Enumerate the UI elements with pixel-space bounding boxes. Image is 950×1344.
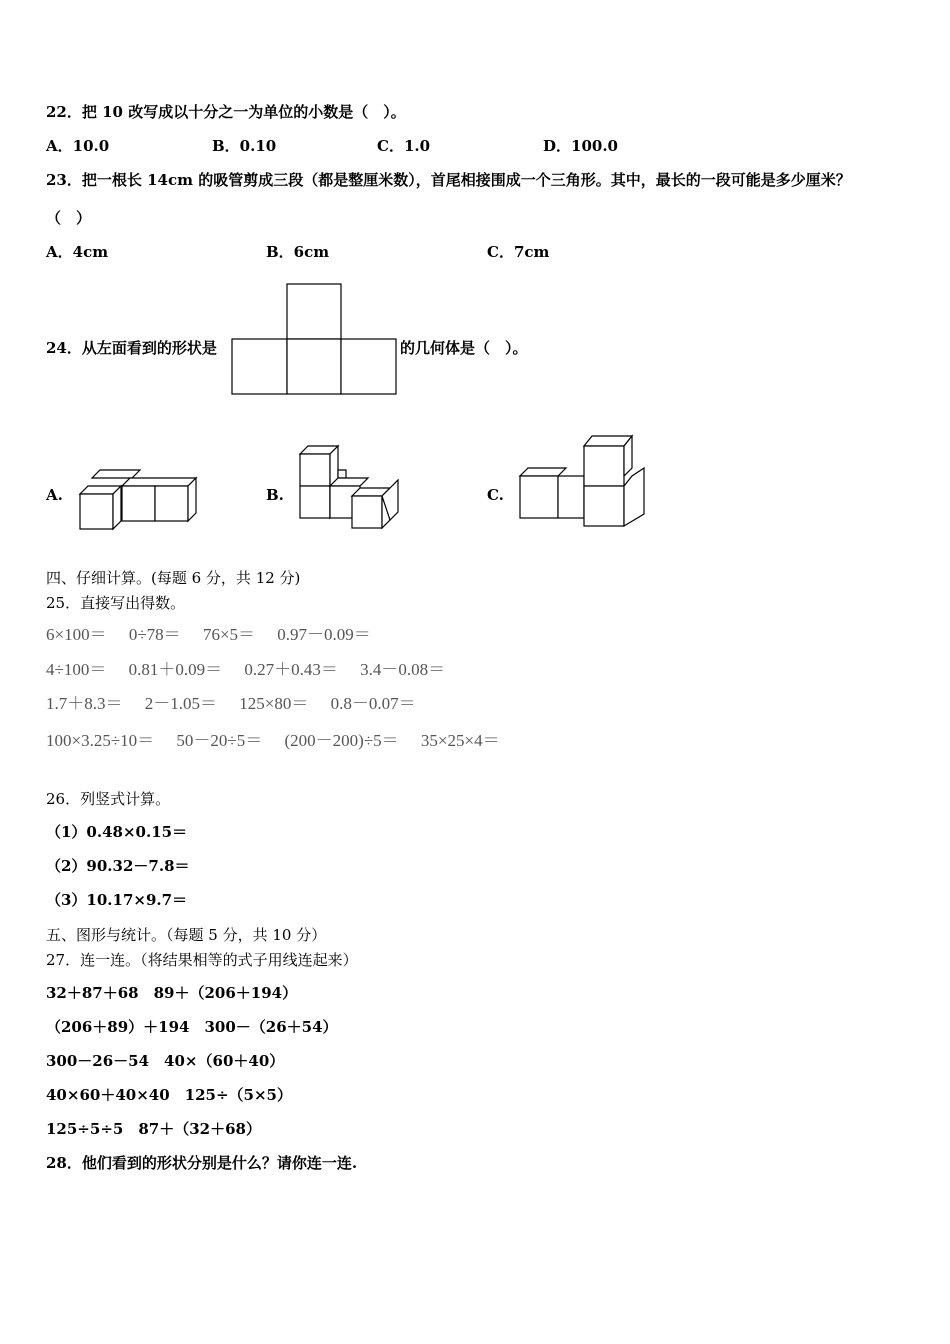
q27-row-5: 125÷5÷5 87＋（32＋68） <box>46 1120 261 1138</box>
q23-stem: 23．把一根长 14cm 的吸管剪成三段（都是整厘米数），首尾相接围成一个三角形。其中，最长的一段可能是多少厘米？ <box>46 171 851 189</box>
q25-item: 1.7＋8.3＝ <box>46 694 123 713</box>
q24-stem-after: 的几何体是（ ）。 <box>400 339 528 357</box>
q26-item-1: （1）0.48×0.15＝ <box>46 823 188 841</box>
q22-option-b[interactable]: B．0.10 <box>212 137 277 155</box>
q25-row <box>46 693 434 715</box>
q25-item: 6×100＝ <box>46 625 107 644</box>
q24-option-b[interactable]: B. <box>266 486 284 504</box>
q25-item: 100×3.25÷10＝ <box>46 731 155 750</box>
q22-option-c[interactable]: C．1.0 <box>377 137 431 155</box>
q25-row <box>46 659 463 681</box>
q25-item: 35×25×4＝ <box>420 731 500 750</box>
section4-title: 四、仔细计算。(每题 6 分，共 12 分) <box>46 569 301 587</box>
q27-row-2: （206＋89）＋194 300－（26＋54） <box>46 1018 338 1036</box>
q23-blank: （ ） <box>46 209 92 227</box>
q25-item: 0÷78＝ <box>128 625 181 644</box>
q25-row <box>46 624 389 646</box>
q26-stem: 26．列竖式计算。 <box>46 790 171 808</box>
q25-item: 2－1.05＝ <box>144 694 217 713</box>
q22-option-a[interactable]: A．10.0 <box>46 137 110 155</box>
q25-item: 0.97－0.09＝ <box>277 625 371 644</box>
q25-item: 125×80＝ <box>239 694 309 713</box>
option-c-cubes-figure <box>518 434 650 532</box>
q27-stem: 27．连一连。（将结果相等的式子用线连起来） <box>46 951 358 969</box>
q25-item: 3.4－0.08＝ <box>360 660 446 679</box>
q25-row <box>46 730 518 752</box>
q25-item: 0.27＋0.43＝ <box>244 660 338 679</box>
q22-stem: 22．把 10 改写成以十分之一为单位的小数是（ ）。 <box>46 103 406 121</box>
q23-option-b[interactable]: B．6cm <box>266 243 330 261</box>
q23-option-a[interactable]: A．4cm <box>46 243 109 261</box>
option-a-cubes-figure <box>78 468 200 532</box>
q25-item: (200－200)÷5＝ <box>284 731 399 750</box>
left-view-figure <box>230 282 400 396</box>
q27-row-1: 32＋87＋68 89＋（206＋194） <box>46 984 298 1002</box>
q27-row-4: 40×60＋40×40 125÷（5×5） <box>46 1086 292 1104</box>
q23-option-c[interactable]: C．7cm <box>487 243 550 261</box>
q25-item: 50－20÷5＝ <box>176 731 263 750</box>
q24-option-a[interactable]: A. <box>46 486 63 504</box>
q25-stem: 25．直接写出得数。 <box>46 594 186 612</box>
q25-item: 0.8－0.07＝ <box>330 694 416 713</box>
q26-item-2: （2）90.32－7.8＝ <box>46 857 190 875</box>
q22-option-d[interactable]: D．100.0 <box>543 137 618 155</box>
section5-title: 五、图形与统计。（每题 5 分，共 10 分） <box>46 926 327 944</box>
q27-row-3: 300－26－54 40×（60＋40） <box>46 1052 285 1070</box>
q24-stem-before: 24．从左面看到的形状是 <box>46 339 217 357</box>
q25-item: 76×5＝ <box>202 625 256 644</box>
q24-option-c[interactable]: C. <box>487 486 504 504</box>
option-b-cubes-figure <box>298 444 404 530</box>
q26-item-3: （3）10.17×9.7＝ <box>46 891 188 909</box>
q28-stem: 28．他们看到的形状分别是什么？请你连一连. <box>46 1154 358 1172</box>
q25-item: 4÷100＝ <box>46 660 107 679</box>
q25-item: 0.81＋0.09＝ <box>128 660 223 679</box>
